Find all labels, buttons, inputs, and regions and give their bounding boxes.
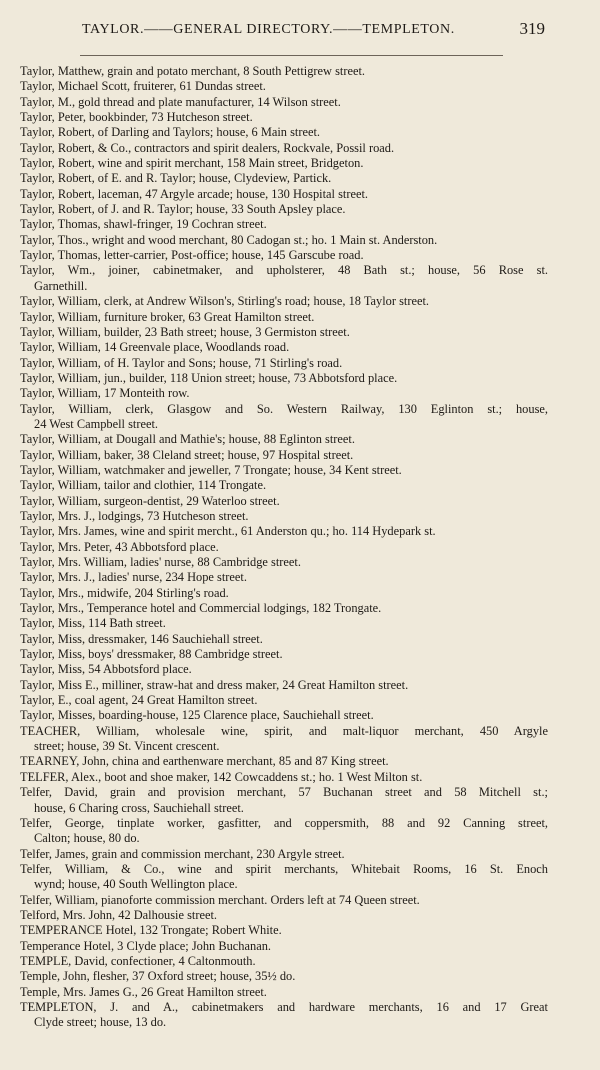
entry-text: Taylor, Miss E., milliner, straw-hat and dress maker, 24 Great Hamilton street. — [20, 677, 409, 692]
directory-entry — [0, 310, 600, 325]
entry-text: Taylor, Peter, bookbinder, 73 Hutcheson street. — [20, 110, 253, 125]
entry-continuation: Garnethill. — [34, 278, 88, 293]
entry-text: Taylor, Matthew, grain and potato merchant, 8 South Pettigrew street. — [20, 64, 366, 78]
entry-text: Taylor, Miss, boys' dressmaker, 88 Cambridge street. — [20, 647, 283, 662]
entry-text: Taylor, Miss, 54 Abbotsford place. — [20, 662, 192, 677]
directory-entry — [0, 125, 600, 140]
directory-entry — [0, 847, 600, 862]
directory-entry — [0, 632, 600, 647]
directory-entry — [0, 156, 600, 171]
directory-entry — [0, 217, 600, 232]
entry-text: TEACHER, William, wholesale wine, spirit, and malt-liquor merchant, 450 Argyle — [20, 723, 548, 738]
directory-entries — [0, 64, 600, 1031]
directory-entry — [0, 371, 600, 386]
directory-entry — [0, 908, 600, 923]
directory-entry — [0, 555, 600, 570]
entry-text: TEMPLETON, J. and A., cabinetmakers and hardware merchants, 16 and 17 Great — [20, 999, 548, 1014]
directory-entry — [0, 754, 600, 769]
directory-entry — [0, 110, 600, 125]
entry-text: Taylor, William, baker, 38 Cleland street; house, 97 Hospital street. — [20, 447, 354, 462]
entry-text: Taylor, William, at Dougall and Mathie's; house, 88 Eglinton street. — [20, 432, 355, 447]
entry-continuation: Calton; house, 80 do. — [34, 831, 140, 846]
directory-entry — [0, 386, 600, 401]
directory-entry — [0, 233, 600, 248]
entry-text: Taylor, Thos., wright and wood merchant, 80 Cadogan st.; ho. 1 Main st. Anderston. — [20, 232, 438, 247]
entry-text: Taylor, Thomas, shawl-fringer, 19 Cochran street. — [20, 217, 267, 232]
directory-entry — [0, 509, 600, 524]
directory-entry — [0, 969, 600, 984]
directory-entry — [0, 939, 600, 954]
directory-entry — [0, 463, 600, 478]
entry-text: Taylor, William, builder, 23 Bath street; house, 3 Germiston street. — [20, 324, 350, 339]
directory-entry — [0, 862, 600, 893]
directory-entry — [0, 432, 600, 447]
entry-text: Telfer, William, pianoforte commission merchant. Orders left at 74 Queen street. — [20, 892, 420, 907]
entry-text: Taylor, William, surgeon-dentist, 29 Waterloo street. — [20, 493, 280, 508]
entry-text: Telfer, David, grain and provision merchant, 57 Buchanan street and 58 Mitchell st.; — [20, 785, 548, 800]
directory-entry — [0, 263, 600, 294]
entry-text: Taylor, Miss, dressmaker, 146 Sauchiehall street. — [20, 631, 263, 646]
entry-text: Temple, John, flesher, 37 Oxford street; house, 35½ do. — [20, 969, 296, 984]
entry-text: Taylor, William, clerk, Glasgow and So. Western Railway, 130 Eglinton st.; house, — [20, 401, 548, 416]
entry-text: Taylor, Mrs. J., ladies' nurse, 234 Hope street. — [20, 570, 247, 585]
entry-text: Taylor, William, jun., builder, 118 Union street; house, 73 Abbotsford place. — [20, 370, 398, 385]
entry-text: TEARNEY, John, china and earthenware merchant, 85 and 87 King street. — [20, 754, 389, 769]
entry-continuation: Clyde street; house, 13 do. — [34, 1015, 167, 1030]
entry-text: Taylor, Robert, wine and spirit merchant, 158 Main street, Bridgeton. — [20, 156, 364, 171]
entry-text: Taylor, Mrs. William, ladies' nurse, 88 Cambridge street. — [20, 555, 301, 569]
directory-entry — [0, 171, 600, 186]
entry-text: Temple, Mrs. James G., 26 Great Hamilton street. — [20, 984, 267, 999]
entry-text: Taylor, William, watchmaker and jeweller, 7 Trongate; house, 34 Kent street. — [20, 462, 402, 477]
header-rule — [80, 55, 503, 56]
directory-entry — [0, 893, 600, 908]
directory-entry — [0, 662, 600, 677]
directory-entry — [0, 647, 600, 662]
directory-entry — [0, 708, 600, 723]
directory-entry — [0, 570, 600, 585]
directory-entry — [0, 494, 600, 509]
entry-text: Telfer, William, & Co., wine and spirit merchants, Whitebait Rooms, 16 St. Enoch — [20, 861, 548, 876]
page-number: 319 — [519, 19, 545, 38]
running-title: TAYLOR.——GENERAL DIRECTORY.——TEMPLETON. — [82, 22, 455, 37]
entry-text: Taylor, William, 14 Greenvale place, Woodlands road. — [20, 340, 290, 355]
entry-text: Taylor, M., gold thread and plate manufacturer, 14 Wilson street. — [20, 94, 341, 109]
entry-text: Taylor, Robert, of Darling and Taylors; house, 6 Main street. — [20, 125, 321, 140]
entry-text: Taylor, Robert, & Co., contractors and spirit dealers, Rockvale, Possil road. — [20, 140, 395, 155]
directory-entry — [0, 540, 600, 555]
directory-entry — [0, 64, 600, 79]
entry-text: Temperance Hotel, 3 Clyde place; John Buchanan. — [20, 938, 271, 953]
entry-text: Telfer, George, tinplate worker, gasfitter, and coppersmith, 88 and 92 Canning street, — [20, 815, 548, 830]
directory-entry — [0, 202, 600, 217]
directory-entry — [0, 294, 600, 309]
entry-text: Telfer, James, grain and commission merchant, 230 Argyle street. — [20, 846, 345, 861]
directory-entry — [0, 616, 600, 631]
entry-text: TEMPERANCE Hotel, 132 Trongate; Robert White. — [20, 923, 282, 938]
entry-text: Taylor, Miss, 114 Bath street. — [20, 616, 166, 631]
entry-text: Taylor, William, furniture broker, 63 Great Hamilton street. — [20, 309, 315, 324]
directory-entry — [0, 325, 600, 340]
entry-text: Telford, Mrs. John, 42 Dalhousie street. — [20, 907, 218, 922]
entry-text: Taylor, William, of H. Taylor and Sons; house, 71 Stirling's road. — [20, 355, 343, 370]
directory-entry — [0, 816, 600, 847]
entry-text: Taylor, Misses, boarding-house, 125 Clarence place, Sauchiehall street. — [20, 708, 374, 723]
directory-entry — [0, 478, 600, 493]
entry-text: Taylor, Robert, laceman, 47 Argyle arcade; house, 130 Hospital street. — [20, 186, 368, 201]
entry-text: Taylor, Michael Scott, fruiterer, 61 Dundas street. — [20, 79, 266, 94]
directory-entry — [0, 923, 600, 938]
entry-continuation: house, 6 Charing cross, Sauchiehall street. — [34, 800, 244, 815]
directory-entry — [0, 448, 600, 463]
entry-text: Taylor, Thomas, letter-carrier, Post-office; house, 145 Garscube road. — [20, 248, 364, 263]
entry-text: Taylor, Robert, of E. and R. Taylor; house, Clydeview, Partick. — [20, 171, 332, 186]
directory-entry — [0, 402, 600, 433]
entry-text: Taylor, Mrs. Peter, 43 Abbotsford place. — [20, 539, 219, 554]
entry-text: Taylor, William, clerk, at Andrew Wilson's, Stirling's road; house, 18 Taylor street. — [20, 294, 430, 309]
directory-entry — [0, 693, 600, 708]
directory-entry — [0, 340, 600, 355]
directory-entry — [0, 586, 600, 601]
running-header — [82, 19, 545, 38]
directory-entry — [0, 1000, 600, 1031]
directory-entry — [0, 724, 600, 755]
directory-entry — [0, 248, 600, 263]
directory-entry — [0, 678, 600, 693]
directory-entry — [0, 79, 600, 94]
entry-text: Taylor, Mrs., Temperance hotel and Commercial lodgings, 182 Trongate. — [20, 601, 382, 616]
entry-text: TEMPLE, David, confectioner, 4 Caltonmouth. — [20, 953, 256, 968]
directory-entry — [0, 985, 600, 1000]
entry-text: Taylor, Robert, of J. and R. Taylor; house, 33 South Apsley place. — [20, 202, 346, 217]
entry-text: Taylor, Mrs., midwife, 204 Stirling's road. — [20, 585, 229, 600]
directory-entry — [0, 141, 600, 156]
entry-continuation: street; house, 39 St. Vincent crescent. — [34, 739, 220, 754]
entry-text: Taylor, Mrs. J., lodgings, 73 Hutcheson street. — [20, 508, 249, 523]
directory-entry — [0, 601, 600, 616]
directory-entry — [0, 524, 600, 539]
entry-text: TELFER, Alex., boot and shoe maker, 142 Cowcaddens st.; ho. 1 West Milton st. — [20, 769, 423, 784]
entry-text: Taylor, William, tailor and clothier, 114 Trongate. — [20, 478, 267, 493]
entry-text: Taylor, Mrs. James, wine and spirit mercht., 61 Anderston qu.; ho. 114 Hydepark st. — [20, 524, 436, 539]
entry-text: Taylor, William, 17 Monteith row. — [20, 386, 190, 401]
directory-entry — [0, 770, 600, 785]
directory-entry — [0, 785, 600, 816]
entry-continuation: 24 West Campbell street. — [34, 416, 159, 431]
entry-continuation: wynd; house, 40 South Wellington place. — [34, 877, 238, 892]
directory-entry — [0, 187, 600, 202]
directory-entry — [0, 356, 600, 371]
entry-text: Taylor, Wm., joiner, cabinetmaker, and upholsterer, 48 Bath st.; house, 56 Rose st. — [20, 263, 548, 278]
entry-text: Taylor, E., coal agent, 24 Great Hamilton street. — [20, 693, 258, 708]
directory-entry — [0, 954, 600, 969]
directory-entry — [0, 95, 600, 110]
